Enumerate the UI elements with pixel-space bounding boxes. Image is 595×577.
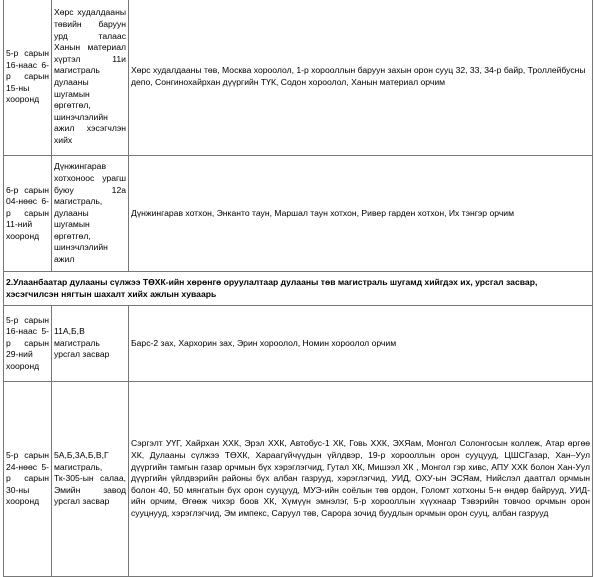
table-row [4, 0, 593, 156]
work-cell: 11А,Б,В магистраль урсгал засвар [52, 306, 129, 382]
period-cell: 5-р сарын 16-наас 5-р сарын 29-ний хооронд [4, 306, 52, 382]
area-cell: Сэргэлт УҮГ, Хайрхан ХХК, Эрэл ХХК, Автобус-1 ХК, Говь ХХК, ЭХЯам, Монгол Солонгосын коллеж, Атар өргөө ХК, Дулааны сүлжээ ТӨХК, Хараагүйчүүдын үйлдвэр, 19-р хорооллын орон сууцууд, ЦШСГазар, Хан–Уул дүүргийн тамгын газар орчмын бүх хэрэглэгчид, Гутал ХК, Мишээл ХК , Монгол гэр хивс, АПУ ХХК болон Хан-Уул дүүргийн үйлдвэрийн районы бүх албан газрууд, хэрэглэгчид, УИД, ОХУ-ын ЭСЯам, Нийслэл даатгал орчмын болон 40, 50 мянгатын бүх орон сууцууд, МУЭ-ийн соёлын төв ордон, Голомт хотхоны 5-н өндөр байрууд, УИД-ийн орчим, Өгөөж чихэр боов ХК, Хүмүүн эмнэлэг, 5-р хорооллын хүүхнаар Тэвэрийн товчоо орчмын орон сууцнууд, хэрэглэгчид, Эм импекс, Саруул төв, Сарора зочид буудлын орчмын орон сууц, албан газрууд [129, 382, 593, 577]
period-cell: 5-р сарын 16-наас 6-р сарын 15-ны хооронд [4, 0, 52, 156]
work-cell: Хөрс худалдааны төвийн баруун урд талаас Ханын материал хүртэл 11и магистраль дулааны шугамын өргөтгөл, шинэчлэлийн ажил хэсэгчлэн хийх [52, 0, 129, 156]
work-cell: 5А,Б,3А,Б,В,Г магистраль, Тк-305-ын салаа, Эмийн завод урсгал засвар [52, 382, 129, 577]
period-cell: 6-р сарын 04-нөөс 6-р сарын 11-ний хооронд [4, 156, 52, 272]
section-title-line-2: хэсэгчилсэн нягтын шахалт хийх ажлын хуваарь [6, 288, 217, 299]
section-title [4, 272, 593, 306]
area-cell: Хөрс худалдааны төв, Москва хороолол, 1-р хорооллын баруун захын орон сууц 32, 33, 34-р байр, Троллейбусны депо, Сонгинохайрхан дүүргийн ТҮК, Содон хороолол, Ханын материал орчим [129, 0, 593, 156]
area-cell: Барс-2 зах, Хархорин зах, Эрин хороолол, Номин хороолол орчим [129, 306, 593, 382]
work-cell: Дүнжингарав хотхоноос урагш буюу 12а магистраль, дулааны шугамын өргөтгөл, шинэчлэлийн ажил [52, 156, 129, 272]
section-title-line-1: 2.Улаанбаатар дулааны сүлжээ ТӨХК-ийн хөрөнгө оруулалтаар дулааны төв магистраль шугамд хийгдэх их, урсгал засвар, [6, 276, 538, 287]
table-row [4, 156, 593, 272]
table-row [4, 382, 593, 577]
period-cell: 5-р сарын 24-нөөс 5-р сарын 30-ны хооронд [4, 382, 52, 577]
schedule-table [3, 0, 593, 577]
table-row [4, 306, 593, 382]
section-header-row [4, 272, 593, 306]
area-cell: Дүнжингарав хотхон, Энканто таун, Маршал таун хотхон, Ривер гарден хотхон, Их тэнгэр орчим [129, 156, 593, 272]
